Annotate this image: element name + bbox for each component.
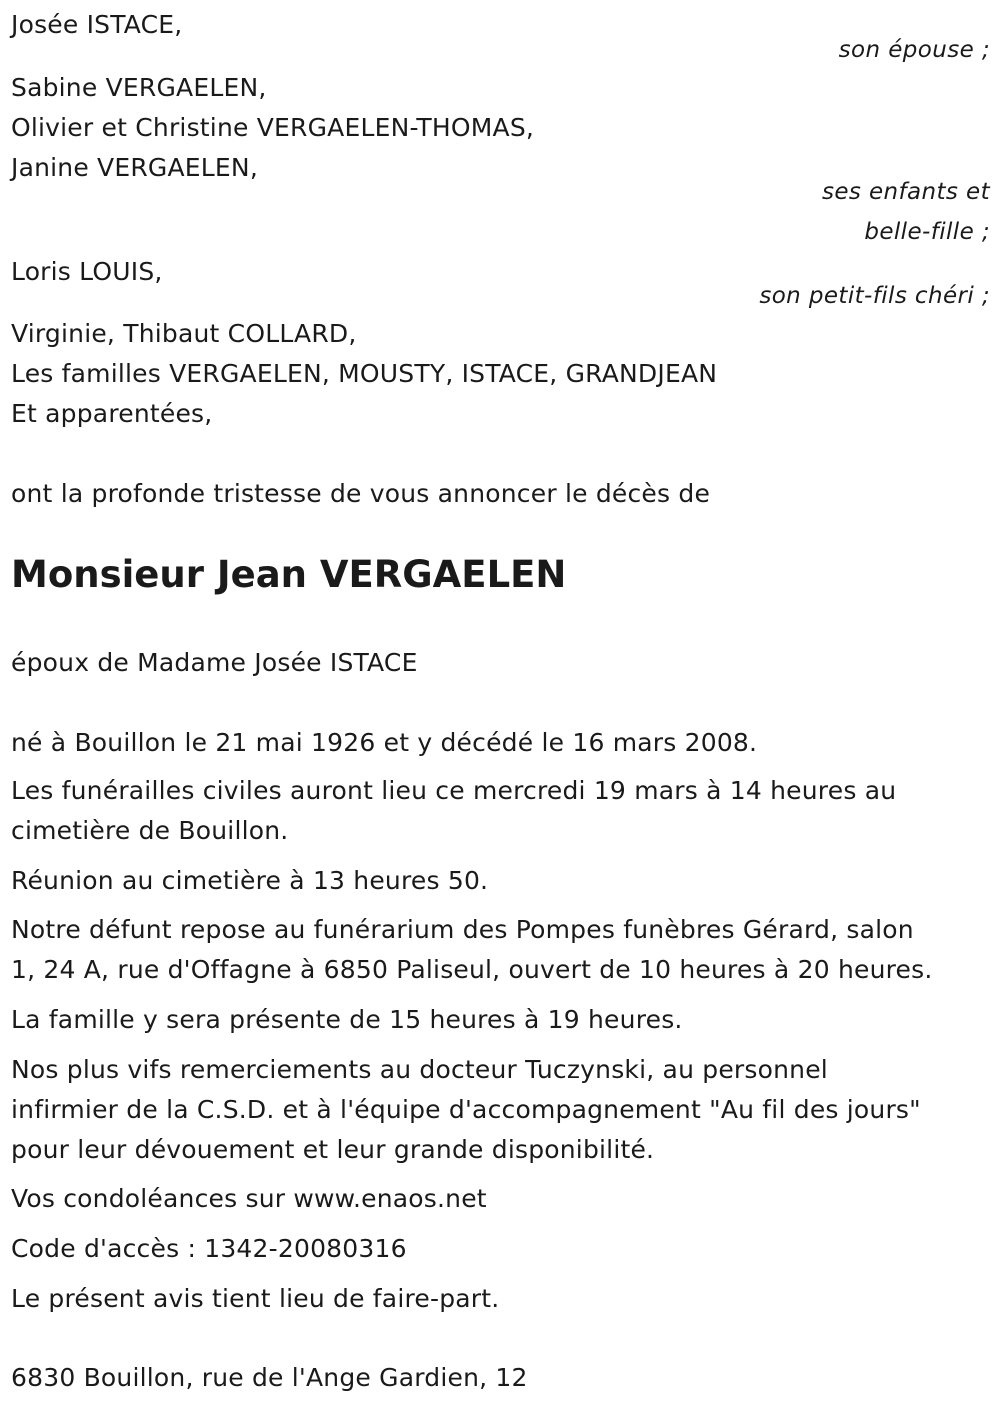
relatives-line: Et apparentées,: [11, 399, 213, 428]
relatives-line: Les familles VERGAELEN, MOUSTY, ISTACE, GRANDJEAN: [11, 359, 718, 388]
address-line: 6830 Bouillon, rue de l'Ange Gardien, 12: [11, 1363, 528, 1392]
funeral-line: cimetière de Bouillon.: [11, 816, 289, 845]
thanks-line: pour leur dévouement et leur grande disponibilité.: [11, 1135, 655, 1164]
child-line: Janine VERGAELEN,: [11, 153, 258, 182]
funeral-line: Les funérailles civiles auront lieu ce mercredi 19 mars à 14 heures au: [11, 776, 897, 805]
child-line: Sabine VERGAELEN,: [11, 73, 267, 102]
thanks-line: Nos plus vifs remerciements au docteur Tuczynski, au personnel: [11, 1055, 828, 1084]
announcement-text: ont la profonde tristesse de vous annoncer le décès de: [11, 479, 711, 508]
access-code-line: Code d'accès : 1342-20080316: [11, 1234, 407, 1263]
condolences-line: Vos condoléances sur www.enaos.net: [11, 1184, 487, 1213]
presence-line: La famille y sera présente de 15 heures à 19 heures.: [11, 1005, 683, 1034]
grandchild-line: Loris LOUIS,: [11, 257, 163, 286]
birth-death-line: né à Bouillon le 21 mai 1926 et y décédé le 16 mars 2008.: [11, 728, 758, 757]
children-role: ses enfants et: [821, 179, 990, 205]
meeting-line: Réunion au cimetière à 13 heures 50.: [11, 866, 489, 895]
notice-line: Le présent avis tient lieu de faire-part.: [11, 1284, 500, 1313]
children-role: belle-fille ;: [864, 219, 990, 245]
relatives-line: Virginie, Thibaut COLLARD,: [11, 319, 357, 348]
deceased-name: Monsieur Jean VERGAELEN: [11, 553, 567, 596]
thanks-line: infirmier de la C.S.D. et à l'équipe d'accompagnement "Au fil des jours": [11, 1095, 921, 1124]
grandchild-role: son petit-fils chéri ;: [759, 283, 990, 309]
spouse-of-line: époux de Madame Josée ISTACE: [11, 648, 418, 677]
spouse-role: son épouse ;: [838, 37, 990, 63]
spouse-line: Josée ISTACE,: [11, 10, 183, 39]
rest-line: Notre défunt repose au funérarium des Pompes funèbres Gérard, salon: [11, 915, 914, 944]
rest-line: 1, 24 A, rue d'Offagne à 6850 Paliseul, ouvert de 10 heures à 20 heures.: [11, 955, 933, 984]
child-line: Olivier et Christine VERGAELEN-THOMAS,: [11, 113, 535, 142]
